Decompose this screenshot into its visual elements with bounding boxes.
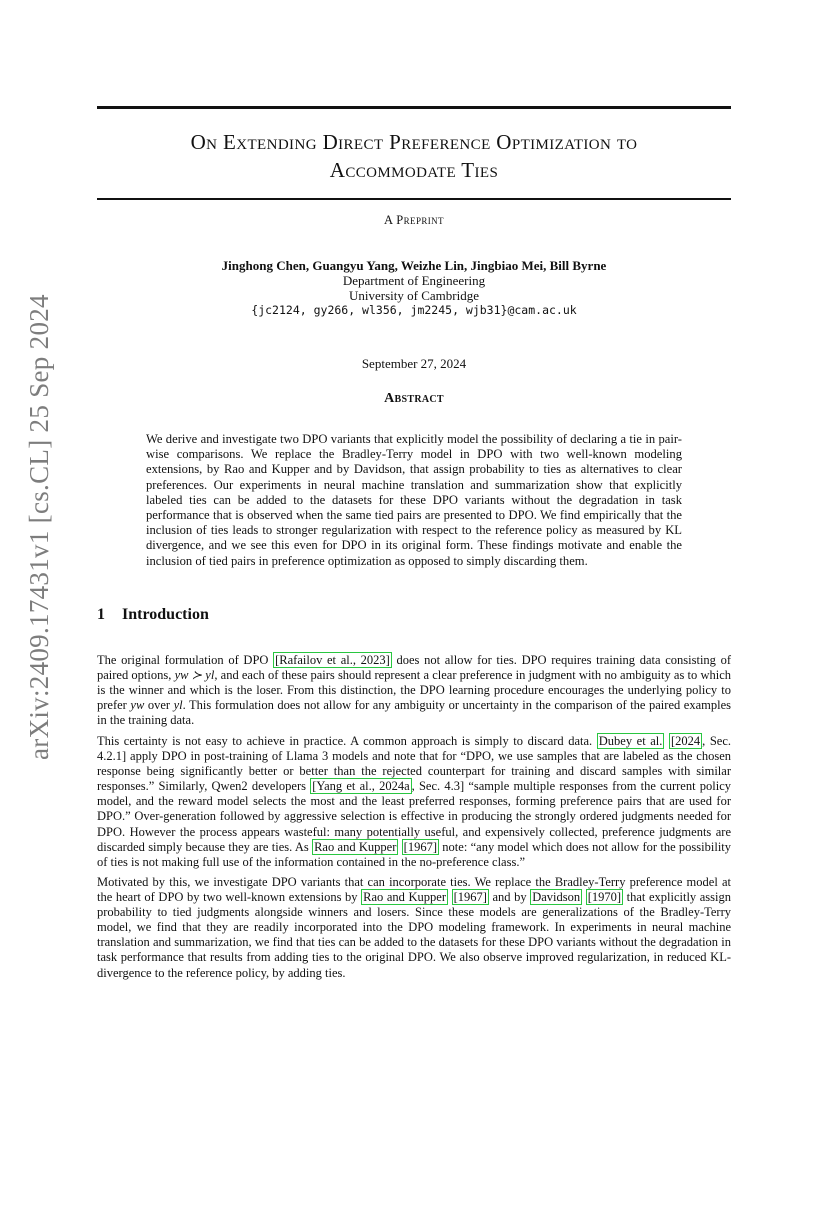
text-run: note: “any model which does not allow for the possibility of ties is not making full use of the information contained in the no-preference class.”: [97, 839, 732, 869]
citation-link[interactable]: [2024: [670, 734, 701, 748]
math-expression: yl: [173, 698, 183, 713]
text-run: and by: [488, 890, 531, 905]
text-run: over: [144, 698, 174, 713]
title-line-2: Accommodate Ties: [329, 158, 499, 182]
section-number: 1: [97, 606, 105, 623]
abstract-text: We derive and investigate two DPO variants that explicitly model the possibility of declaring a tie in pair-wise comparisons. We replace the Bradley-Terry model in DPO with two well-known modeling extensions, by Rao and Kupper and by Davidson, that assign probability to ties as alternatives to clear preferences. Our experiments in neural machine translation and summarization show that explicitly labeled ties can be added to the datasets for these DPO variants without the degradation in task performance that is observed when the same tied pairs are presented to DPO. We find empirically that the inclusion of ties leads to stronger regularization with respect to the reference policy as measured by KL divergence, and we see this even for DPO in its original form. These findings motivate and enable the inclusion of tied pairs in preference optimization as opposed to simply discarding them.: [146, 432, 682, 568]
intro-paragraph-1: [97, 653, 731, 728]
intro-paragraph-2: [97, 734, 731, 870]
text-run: Motivated by this, we investigate DPO variants that can incorporate ties. We replace the Bradley-Terry preference model at the heart of DPO by two well-known extensions by: [97, 875, 731, 905]
text-run: , Sec. 4.3] “sample multiple responses from the current policy model, and the reward model selects the most and the least preferred responses, forming preference pairs that are used for DPO.” Over-generation followed by aggressive selection is effective in producing the strongly ordered judgments needed for DPO. However the process appears wasteful: many potentially useful, and expensively collected, preference judgments are discarded simply because they are ties. As: [97, 779, 731, 854]
text-run: , Sec. 4.2.1] apply DPO in post-training of Llama 3 models and note that for “DPO, we use samples that are labeled as the chosen response being significantly better or better than the rejected counterpart for training and discard samples with similar responses.” Similarly, Qwen2 developers: [97, 734, 732, 794]
abstract-heading: Abstract: [384, 391, 444, 406]
section-heading: [97, 606, 209, 624]
intro-paragraph-3: [97, 875, 731, 981]
citation-link[interactable]: [1970]: [587, 890, 622, 905]
title-rule-top: [97, 106, 731, 109]
math-expression: yw: [130, 698, 145, 713]
title-line-1: On Extending Direct Preference Optimization to: [190, 130, 638, 154]
paper-title: [97, 128, 731, 184]
author-block: [97, 258, 731, 318]
author-names: Jinghong Chen, Guangyu Yang, Weizhe Lin, Jingbiao Mei, Bill Byrne: [221, 258, 607, 273]
title-rule-bottom: [97, 198, 731, 200]
author-department: Department of Engineering: [342, 273, 486, 288]
citation-link[interactable]: Rao and Kupper: [314, 839, 397, 854]
citation-link[interactable]: Davidson: [532, 890, 581, 905]
text-run: . This formulation does not allow for any ambiguity or uncertainty in the comparison of the paired examples in the training data.: [97, 698, 731, 728]
author-university: University of Cambridge: [349, 288, 479, 303]
section-title: Introduction: [122, 606, 209, 623]
citation-link[interactable]: [1967]: [403, 839, 437, 854]
paper-date: September 27, 2024: [361, 356, 467, 371]
text-run: , and each of these pairs should represent a clear preference in judgment with no ambiguity as to which is the winner and which is the loser. From this distinction, the DPO learning procedure encourages the underlying policy to prefer: [97, 668, 731, 713]
citation-link[interactable]: Dubey et al.: [598, 734, 663, 748]
author-emails: {jc2124, gy266, wl356, jm2245, wjb31}@cam.ac.uk: [251, 303, 577, 317]
math-expression: yw ≻ yl: [174, 668, 215, 683]
arxiv-identifier[interactable]: arXiv:2409.17431v1 [cs.CL] 25 Sep 2024: [24, 294, 54, 760]
citation-link[interactable]: [Rafailov et al., 2023]: [275, 653, 390, 667]
text-run: The original formulation of DPO: [97, 653, 274, 667]
arxiv-sidebar: [22, 294, 58, 1230]
text-run: does not allow for ties. DPO requires training data consisting of paired options,: [97, 653, 731, 683]
citation-link[interactable]: [1967]: [453, 890, 487, 905]
text-run: that explicitly assign probability to tied judgments alongside winners and losers. Since these models are generalizations of the Bradley-Terry model, we find that they are readily incorporated into the DPO modeling framework. In experiments in neural machine translation and summarization, we find that ties can be added to the datasets for these DPO variants without the degradation in task performance that results from adding ties to the original DPO. We also observe improved regularization, in reduced KL-divergence to the reference policy, by adding ties.: [97, 890, 732, 980]
text-run: This certainty is not easy to achieve in practice. A common approach is simply to discard data.: [97, 734, 597, 748]
citation-link[interactable]: Rao and Kupper: [363, 890, 446, 905]
citation-link[interactable]: [Yang et al., 2024a: [312, 779, 410, 794]
preprint-label: A Preprint: [384, 213, 444, 227]
